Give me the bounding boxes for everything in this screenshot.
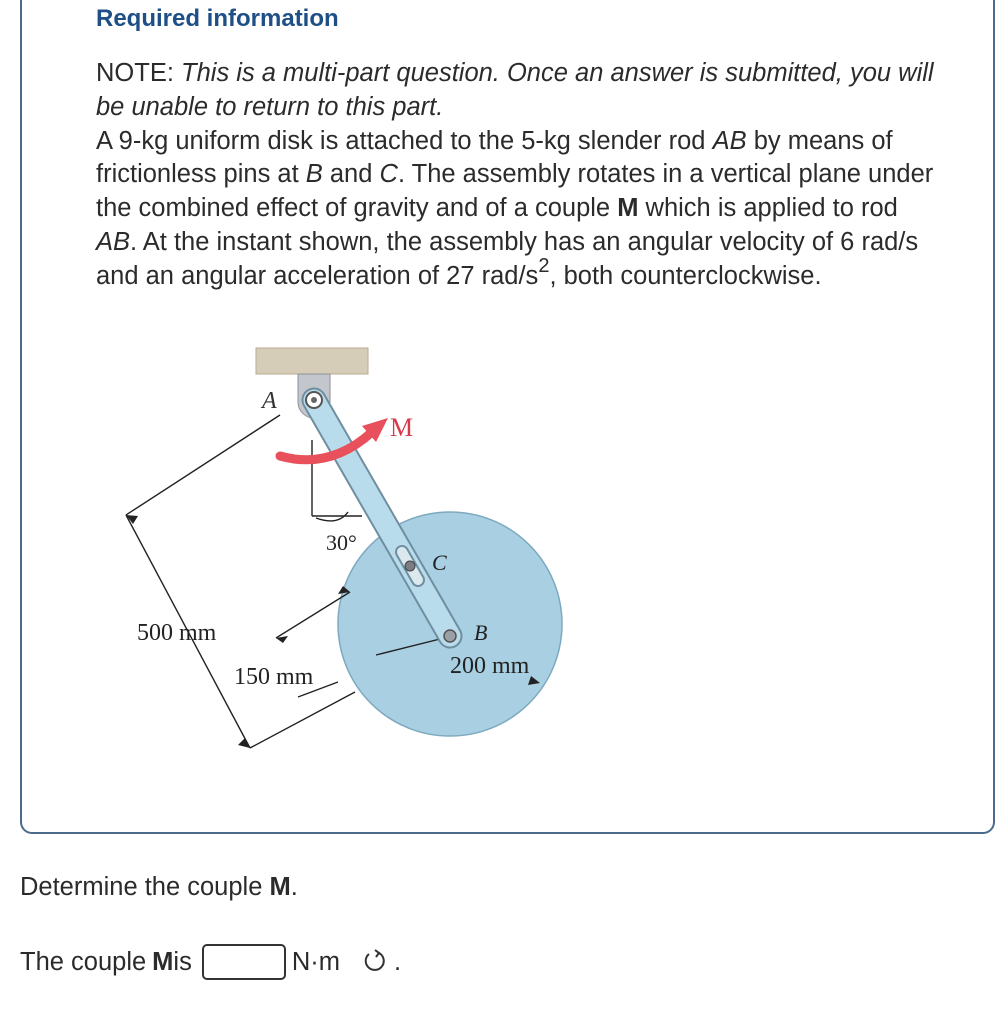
ceiling-support (256, 348, 368, 374)
unit-label: N·m (291, 947, 340, 976)
label-b: B (474, 620, 488, 645)
label-m: M (390, 413, 414, 442)
problem-description (96, 125, 936, 294)
required-information-title: Required information (96, 5, 339, 32)
couple-answer-input[interactable] (202, 944, 286, 980)
pin-b (444, 630, 456, 642)
text-segment: AB (96, 227, 131, 256)
question-suffix: . (290, 873, 298, 901)
dimension-150-mm: 150 mm (234, 664, 314, 690)
answer-label-bold: M (152, 947, 174, 976)
trailing-period: . (394, 947, 402, 976)
text-segment: AB (712, 126, 747, 155)
pin-c (405, 561, 415, 571)
label-c: C (432, 550, 447, 575)
answer-label-prefix: The couple (20, 947, 147, 976)
text-segment: . At the instant shown, the assembly has an angular velocity of 6 rad/s and an angular acceleration of 27 rad/s (96, 227, 919, 290)
counterclockwise-arrow-icon (362, 949, 388, 975)
pin-a-center (311, 397, 317, 403)
text-segment: M (617, 194, 639, 223)
answer-row (20, 940, 401, 984)
note-line (96, 57, 936, 125)
text-segment: A 9-kg uniform disk is attached to the 5-kg slender rod (96, 126, 706, 155)
text-segment: . The assembly rotates in a vertical plane under the combined effect of gravity and of a couple (96, 160, 934, 223)
problem-statement (96, 57, 936, 294)
question-text (20, 873, 298, 902)
question-prefix: Determine the couple (20, 873, 270, 901)
answer-label-suffix: is (173, 947, 192, 976)
dimension-200-mm: 200 mm (450, 653, 530, 679)
text-segment: and (329, 160, 373, 189)
text-segment: by means of frictionless pins at (96, 126, 893, 189)
text-segment: B (305, 160, 323, 189)
label-angle: 30° (326, 530, 357, 555)
question-bold: M (269, 873, 291, 901)
rod-disk-assembly-figure (100, 340, 580, 770)
text-segment: which is applied to rod (645, 194, 898, 223)
note-label: NOTE: (96, 59, 174, 87)
text-segment: 2 (538, 254, 550, 277)
text-segment: C (379, 160, 398, 189)
dimension-500-mm: 500 mm (137, 620, 217, 646)
text-segment: , both counterclockwise. (549, 261, 822, 290)
label-a: A (262, 388, 277, 414)
note-text: This is a multi-part question. Once an answer is submitted, you will be unable to return to this part. (96, 59, 934, 121)
